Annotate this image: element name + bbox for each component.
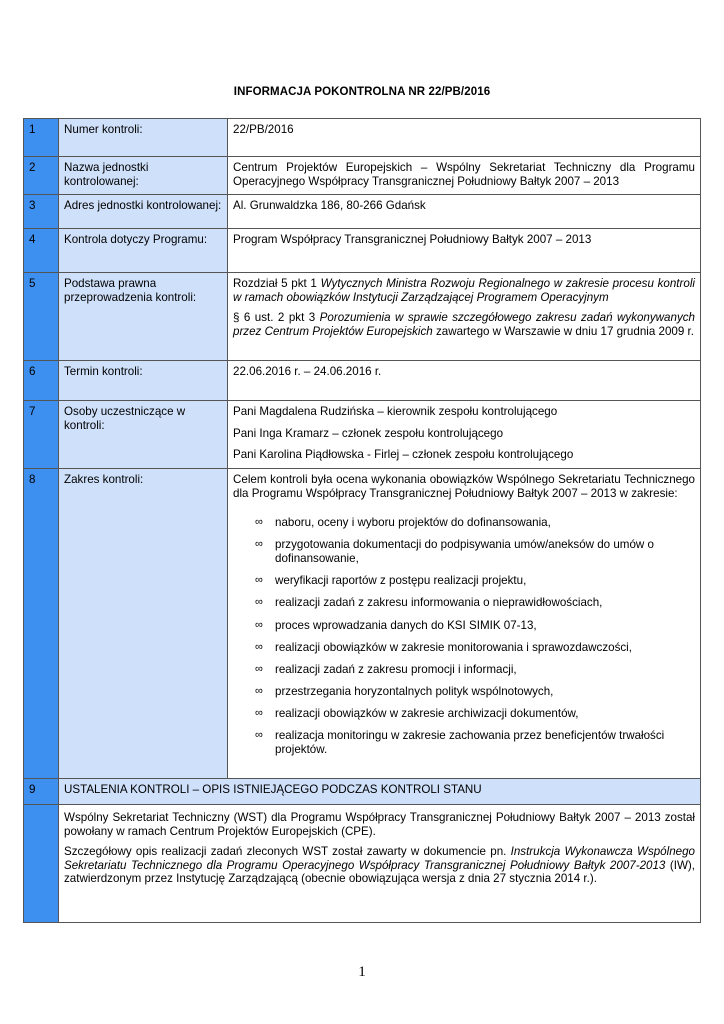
- row-number-spacer: [24, 805, 59, 923]
- findings-paragraph: Wspólny Sekretariat Techniczny (WST) dla Programu Współpracy Transgranicznej Południowy Bałtyk 2007 – 2013 został powołany w ramach Centrum Projektów Europejskich (CPE).: [64, 811, 695, 838]
- row-value: 22.06.2016 r. – 24.06.2016 r.: [228, 361, 701, 401]
- scope-intro: Celem kontroli była ocena wykonania obowiązków Wspólnego Sekretariatu Technicznego dla Programu Współpracy Transgranicznej Południowy Bałtyk 2007 – 2013 w zakresie:: [233, 473, 695, 500]
- table-row: [24, 157, 701, 195]
- bullet-icon: ∞: [255, 574, 263, 587]
- list-item: ∞ realizacji obowiązków w zakresie monitorowania i sprawozdawczości,: [255, 640, 632, 654]
- list-item: ∞ proces wprowadzania danych do KSI SIMIK 07-13,: [255, 618, 537, 632]
- bullet-icon: ∞: [255, 538, 263, 551]
- row-number: 3: [24, 195, 59, 229]
- row-number: 5: [24, 273, 59, 361]
- row-label: Zakres kontroli:: [59, 469, 228, 779]
- bullet-icon: ∞: [255, 707, 263, 720]
- findings-body: [59, 805, 701, 923]
- row-value: [228, 401, 701, 469]
- row-label: Adres jednostki kontrolowanej:: [59, 195, 228, 229]
- row-number: 8: [24, 469, 59, 779]
- table-row: [24, 119, 701, 157]
- bullet-icon: ∞: [255, 618, 263, 631]
- legal-basis-1: Rozdział 5 pkt 1 Wytycznych Ministra Rozwoju Regionalnego w zakresie procesu kontroli w ramach obowiązków Instytucji Zarządzającej Programem Operacyjnym: [233, 277, 695, 304]
- row-value: [228, 273, 701, 361]
- row-label: Kontrola dotyczy Programu:: [59, 229, 228, 273]
- table-row: [24, 273, 701, 361]
- list-item: ∞ realizacja monitoringu w zakresie zachowania przez beneficjentów trwałości projektów.: [255, 729, 665, 757]
- list-item: ∞ realizacji obowiązków w zakresie archiwizacji dokumentów,: [255, 707, 579, 721]
- findings-heading: USTALENIA KONTROLI – OPIS ISTNIEJĄCEGO PODCZAS KONTROLI STANU: [59, 779, 701, 805]
- row-number: 1: [24, 119, 59, 157]
- row-value: Program Współpracy Transgranicznej Południowy Bałtyk 2007 – 2013: [228, 229, 701, 273]
- row-label: Numer kontroli:: [59, 119, 228, 157]
- document-title: INFORMACJA POKONTROLNA NR 22/PB/2016: [233, 86, 491, 98]
- scope-list: [233, 516, 695, 756]
- findings-paragraph: Szczegółowy opis realizacji zadań zleconych WST został zawarty w dokumencie pn. Instrukcja Wykonawcza Wspólnego Sekretariatu Technicznego dla Programu Operacyjnego Współpracy Transgranicznej Południowy Bałtyk 2007-2013 (IW), zatwierdzonym przez Instytucję Zarządzającą (obecnie obowiązująca wersja z dnia 27 stycznia 2014 r.).: [64, 845, 696, 886]
- row-value: [228, 469, 701, 779]
- row-number: 4: [24, 229, 59, 273]
- table-row: [24, 469, 701, 779]
- bullet-icon: ∞: [255, 596, 263, 609]
- table-row: [24, 195, 701, 229]
- row-value: 22/PB/2016: [228, 119, 701, 157]
- row-number: 9: [24, 779, 59, 805]
- table-row: [24, 779, 701, 805]
- table-row: [24, 361, 701, 401]
- table-row: [24, 805, 701, 923]
- control-info-table: [23, 118, 701, 923]
- list-item: ∞ przestrzegania horyzontalnych polityk wspólnotowych,: [255, 685, 554, 699]
- row-value: Centrum Projektów Europejskich – Wspólny Sekretariat Techniczny dla Programu Operacyjnego Współpracy Transgranicznej Południowy Bałtyk 2007 – 2013: [228, 157, 701, 195]
- row-label: Podstawa prawna przeprowadzenia kontroli:: [59, 273, 228, 361]
- row-number: 2: [24, 157, 59, 195]
- person-item: Pani Inga Kramarz – członek zespołu kontrolującego: [233, 426, 504, 440]
- page-number: 1: [358, 964, 366, 980]
- row-label: Nazwa jednostki kontrolowanej:: [59, 157, 228, 195]
- row-value: Al. Grunwaldzka 186, 80-266 Gdańsk: [228, 195, 701, 229]
- list-item: ∞ naboru, oceny i wyboru projektów do dofinansowania,: [255, 516, 551, 530]
- row-number: 6: [24, 361, 59, 401]
- row-label: Termin kontroli:: [59, 361, 228, 401]
- legal-basis-2: § 6 ust. 2 pkt 3 Porozumienia w sprawie szczegółowego zakresu zadań wykonywanych przez Centrum Projektów Europejskich zawartego w Warszawie w dniu 17 grudnia 2009 r.: [233, 311, 695, 338]
- person-item: Pani Karolina Piądłowska - Firlej – członek zespołu kontrolującego: [233, 448, 574, 462]
- list-item: ∞ weryfikacji raportów z postępu realizacji projektu,: [255, 574, 527, 588]
- table-row: [24, 229, 701, 273]
- bullet-icon: ∞: [255, 640, 263, 653]
- bullet-icon: ∞: [255, 516, 263, 529]
- bullet-icon: ∞: [255, 729, 263, 742]
- list-item: ∞ przygotowania dokumentacji do podpisywania umów/aneksów do umów o dofinansowanie,: [255, 538, 654, 565]
- row-label: Osoby uczestniczące w kontroli:: [59, 401, 228, 469]
- bullet-icon: ∞: [255, 685, 263, 698]
- table-row: [24, 401, 701, 469]
- list-item: ∞ realizacji zadań z zakresu promocji i informacji,: [255, 662, 517, 676]
- bullet-icon: ∞: [255, 662, 263, 675]
- row-number: 7: [24, 401, 59, 469]
- list-item: ∞ realizacji zadań z zakresu informowania o nieprawidłowościach,: [255, 596, 603, 610]
- person-item: Pani Magdalena Rudzińska – kierownik zespołu kontrolującego: [233, 405, 558, 418]
